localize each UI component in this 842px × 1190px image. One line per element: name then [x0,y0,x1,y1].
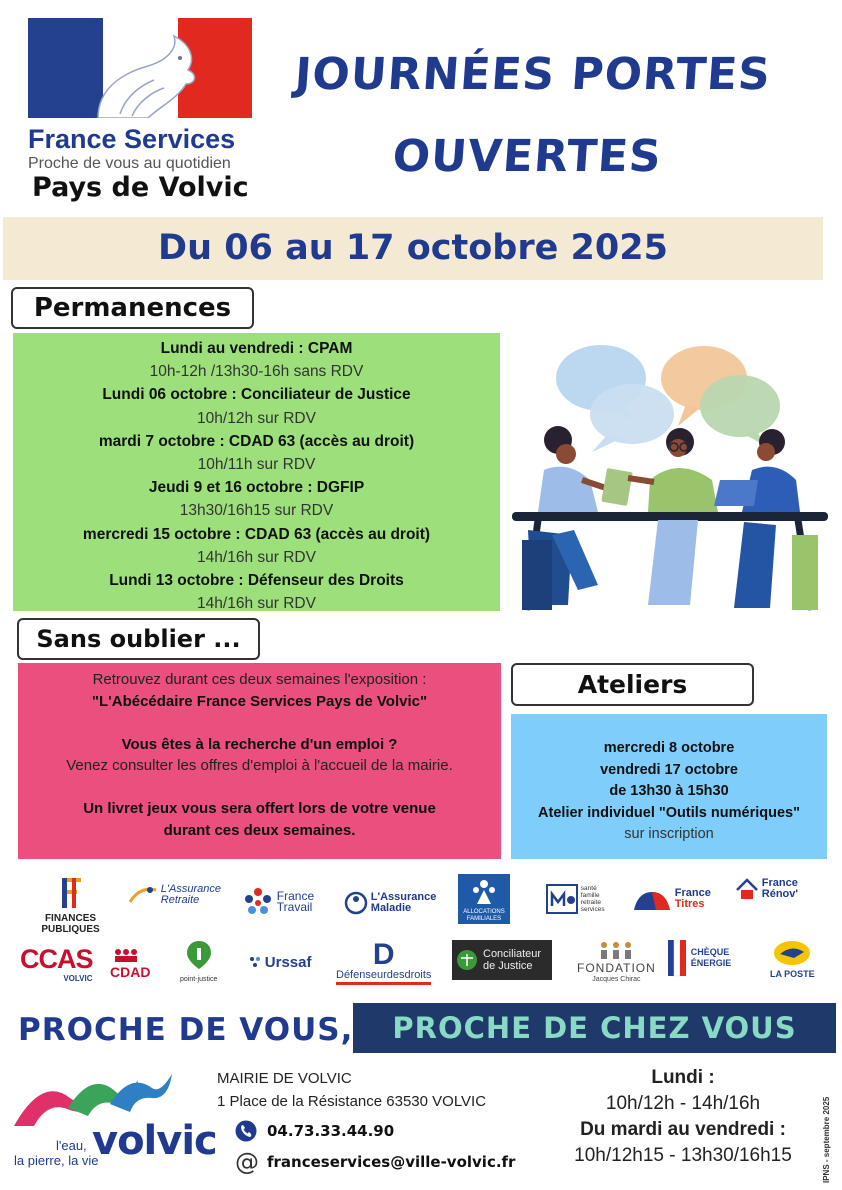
assurance-retraite-logo [128,884,221,906]
permanence-title: Lundi 06 octobre : Conciliateur de Justice [102,386,411,404]
at-sign-icon: @ [235,1148,259,1176]
msa-label-2: famille [580,892,600,899]
msa-label-1: santé [580,885,597,892]
urssaf-label: Urssaf [264,953,312,971]
print-note-text: IPNS - septembre 2025 [822,1096,831,1183]
meeting-illustration [508,330,832,615]
fondation-label-2: Jacques Chirac [592,976,641,983]
cdad-people-icon [110,946,150,964]
france-travail-icon [242,886,274,918]
hours-time-2: 10h/12h15 - 13h30/16h15 [574,1145,792,1166]
ccas-label: CCAS [20,944,93,974]
sans-oublier-label: Sans oublier ... [17,618,260,660]
hours-time-1: 10h/12h - 14h/16h [605,1093,761,1114]
defenseur-droits-label: Défenseurdesdroits [336,970,431,985]
emploi-question: Vous êtes à la recherche d'un emploi ? [121,735,398,753]
urssaf-dots-icon [248,955,262,969]
date-range-banner: Du 06 au 17 octobre 2025 [3,217,823,280]
france-renov-logo [735,878,798,900]
address-line-2: 1 Place de la Résistance 63530 VOLVIC [217,1093,487,1110]
phone-number[interactable]: 04.73.33.44.90 [267,1122,395,1140]
point-justice-logo [180,940,217,985]
atelier-date-1: mercredi 8 octobre [603,740,735,756]
cdad-label: CDAD [110,964,151,980]
france-titres-label-2: Titres [674,898,705,910]
conciliateur-logo [452,940,552,980]
la-poste-bird-icon [772,940,812,966]
assurance-retraite-icon [128,884,158,906]
email-address[interactable]: franceservices@ville-volvic.fr [267,1153,516,1171]
assurance-retraite-label-2: Retraite [160,894,200,906]
livret-line-1: Un livret jeux vous sera offert lors de votre venue [83,800,436,817]
france-titres-icon [632,886,672,912]
caf-label: ALLOCATIONS FAMILIALES [463,909,505,922]
brand-tagline: Proche de vous au quotidien [28,155,231,172]
assurance-maladie-logo [344,891,436,915]
permanence-title: Jeudi 9 et 16 octobre : DGFIP [148,479,365,497]
flag-icon [666,938,688,978]
urssaf-logo [248,955,311,969]
volvic-tagline-1: l'eau, [56,1138,87,1153]
permanences-box [13,333,500,611]
la-poste-label: LA POSTE [770,969,815,979]
brand-name: France Services [28,124,236,154]
ccas-sublabel: VOLVIC [63,974,93,983]
permanence-hours: 10h/11h sur RDV [197,455,316,473]
email-row [235,1150,515,1174]
page-title [264,34,795,198]
assurance-maladie-label-1: L'Assurance [370,891,437,903]
conciliateur-label-2: de Justice [483,960,533,972]
print-note [822,1068,836,1186]
brand-place: Pays de Volvic [32,172,249,203]
france-renov-label-1: France [761,877,798,889]
dgfip-mark-icon [56,876,86,910]
permanences-label: Permanences [11,287,254,329]
conciliateur-label-1: Conciliateur [483,948,542,960]
permanence-hours: 10h-12h /13h30-16h sans RDV [149,363,364,381]
sans-oublier-box [18,663,501,859]
slogan-left: PROCHE DE VOUS, [18,1012,354,1048]
cheque-energie-label-2: ÉNERGIE [690,958,732,968]
fondation-chirac-logo [577,940,656,985]
hours-day-2: Du mardi au vendredi : [580,1119,786,1140]
volvic-wordmark: volvic [92,1118,217,1164]
atelier-hours: de 13h30 à 15h30 [609,783,729,799]
ateliers-box [511,714,827,859]
fondation-label-1: FONDATION [577,961,656,975]
permanence-hours: 14h/16h sur RDV [197,548,316,566]
cheque-energie-label-1: CHÈQUE [690,947,730,957]
point-justice-icon [186,940,212,970]
france-travail-label-1: France [276,889,315,903]
atelier-title: Atelier individuel "Outils numériques" [538,804,800,821]
atelier-date-2: vendredi 17 octobre [600,761,738,778]
scales-icon [456,949,478,971]
point-justice-label: point-justice [180,976,218,983]
france-titres-logo [632,886,711,912]
opening-hours [548,1065,818,1169]
permanence-hours: 14h/16h sur RDV [197,595,316,613]
france-renov-label-2: Rénov' [761,888,799,900]
permanence-hours: 10h/12h sur RDV [197,409,316,427]
france-titres-label-1: France [674,887,711,899]
permanence-title: Lundi au vendredi : CPAM [160,340,353,357]
marianne-logo [28,18,252,118]
volvic-tagline-2: la pierre, la vie [14,1153,99,1168]
phone-row [235,1120,394,1142]
exposition-title: "L'Abécédaire France Services Pays de Volvic" [91,692,428,710]
slogan-right: PROCHE DE CHEZ VOUS [353,1003,836,1053]
phone-icon [235,1120,257,1142]
cheque-energie-logo [666,938,731,978]
address-line-1: MAIRIE DE VOLVIC [217,1070,352,1087]
dgfip-logo [18,876,123,935]
france-travail-logo [242,886,314,918]
permanence-title: Lundi 13 octobre : Défenseur des Droits [109,571,404,589]
permanence-hours: 13h30/16h15 sur RDV [179,502,334,520]
hours-day-1: Lundi : [651,1067,715,1088]
assurance-retraite-label-1: L'Assurance [160,883,221,895]
ateliers-label: Ateliers [511,663,754,706]
assurance-maladie-label-2: Maladie [370,902,412,914]
title-line-2: OUVERTES [390,131,664,182]
permanence-title: mardi 7 octobre : CDAD 63 (accès au droit) [98,432,415,450]
ccas-logo [20,945,93,984]
caf-family-icon [469,878,499,906]
france-travail-label-2: Travail [276,900,313,914]
fondation-people-icon [596,940,636,960]
dgfip-label: FINANCES PUBLIQUES [41,913,100,935]
msa-label-3: retraite [580,899,602,906]
emploi-info: Venez consulter les offres d'emploi à l'accueil de la mairie. [66,757,453,774]
msa-label-4: services [580,906,605,913]
permanence-title: mercredi 15 octobre : CDAD 63 (accès au droit) [82,525,431,543]
house-icon [735,878,759,900]
title-line-1: JOURNÉES PORTES [293,49,773,100]
assurance-maladie-icon [344,891,368,915]
livret-line-2: durant ces deux semaines. [163,821,356,839]
msa-icon [546,884,578,914]
defenseur-droits-logo: D Défenseurdesdroits [336,940,431,985]
exposition-intro: Retrouvez durant ces deux semaines l'exposition : [92,671,427,688]
caf-logo [458,874,510,924]
atelier-inscription: sur inscription [624,826,714,842]
la-poste-logo [770,940,815,980]
msa-logo [546,884,605,914]
volvic-tagline [14,1138,99,1168]
cdad-logo [110,946,150,978]
